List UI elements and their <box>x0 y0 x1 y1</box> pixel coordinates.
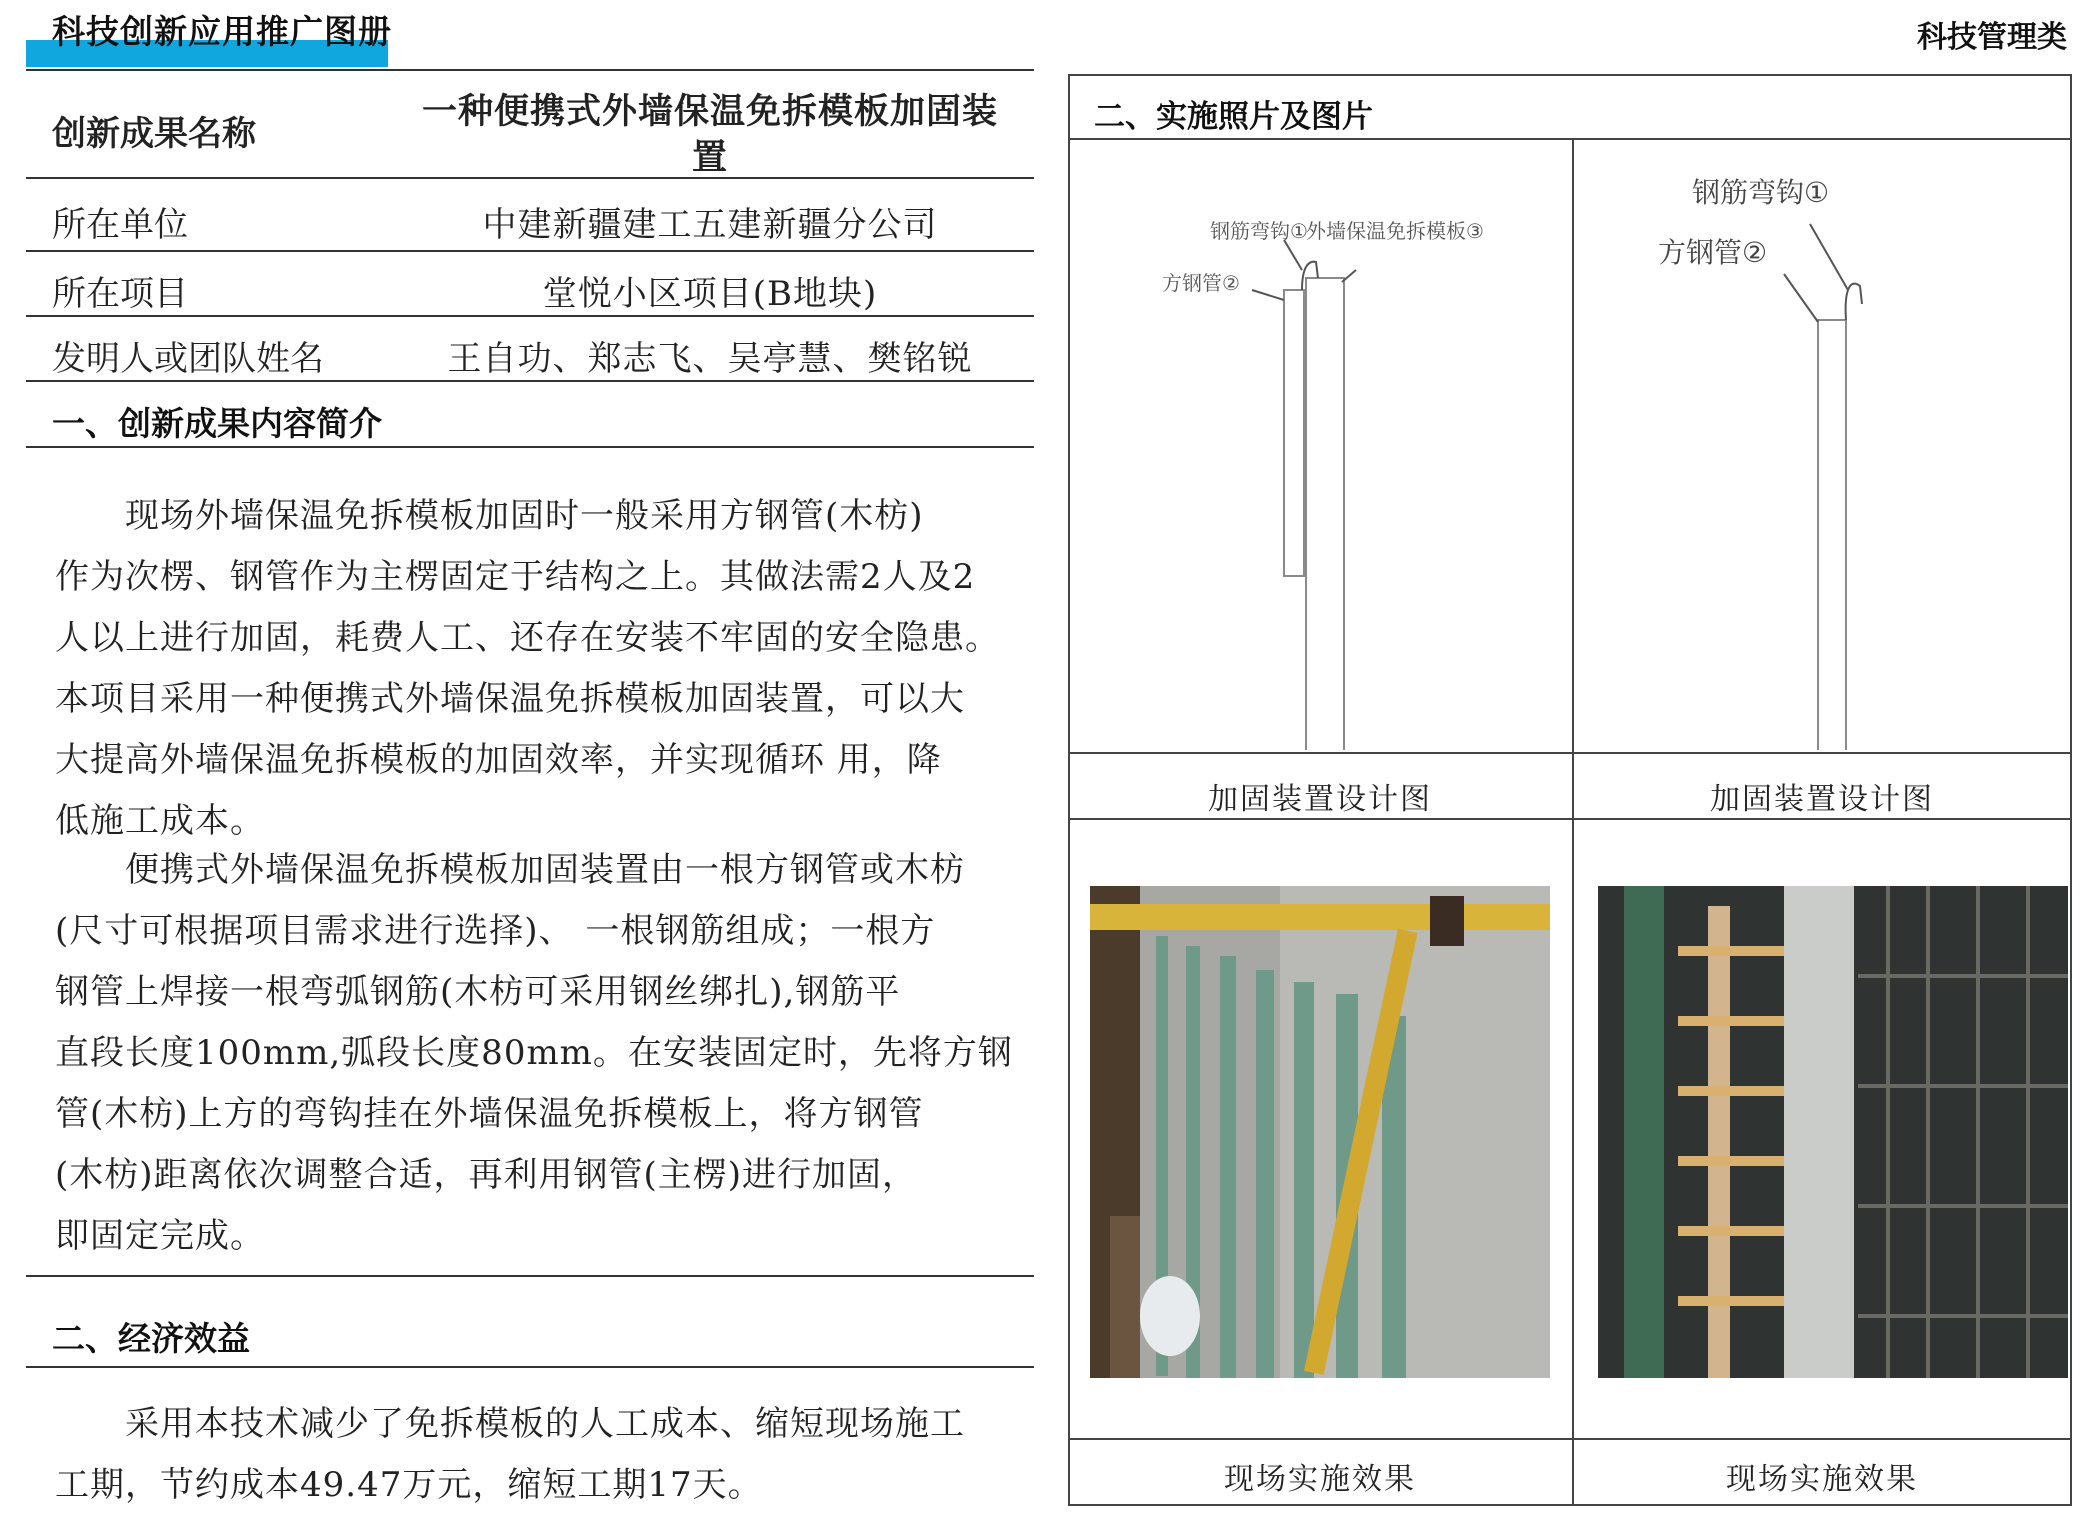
text-line: 直段长度100mm,弧段长度80mm。在安装固定时，先将方钢 <box>55 1033 1013 1073</box>
text-line: 低施工成本。 <box>55 801 265 841</box>
inventor-label: 发明人或团队姓名 <box>52 339 324 379</box>
name-value <box>390 89 1030 181</box>
leader-line <box>1284 240 1302 270</box>
text-line: 钢管上焊接一根弯弧钢筋(木枋可采用钢丝绑扎),钢筋平 <box>55 972 901 1012</box>
rule <box>26 446 1034 448</box>
caption-photo-2: 现场实施效果 <box>1726 1462 1918 1497</box>
text-line: 采用本技术减少了免拆模板的人工成本、缩短现场施工 <box>55 1404 965 1444</box>
text-line: (尺寸可根据项目需求进行选择)、 一根钢筋组成；一根方 <box>55 911 936 951</box>
diagram2-tube-label: 方钢管② <box>1658 236 1768 269</box>
rule <box>26 1366 1034 1368</box>
rule <box>26 1275 1034 1277</box>
name-value-line2: 置 <box>691 138 728 178</box>
leader-line <box>1784 274 1818 322</box>
text-line: 工期，节约成本49.47万元，缩短工期17天。 <box>55 1465 763 1505</box>
diagram1-tube-label: 方钢管② <box>1162 271 1240 295</box>
rule <box>26 380 1034 382</box>
text-line: 大提高外墙保温免拆模板的加固效率，并实现循环 用，降 <box>55 740 942 780</box>
diagram1-hook-label: 钢筋弯钩① <box>1210 219 1308 243</box>
rule <box>26 177 1034 179</box>
text-line: 现场外墙保温免拆模板加固时一般采用方钢管(木枋) <box>55 496 924 536</box>
book-title: 科技创新应用推广图册 <box>52 12 392 51</box>
rule <box>1070 752 2070 754</box>
caption-diagram-2: 加固装置设计图 <box>1710 782 1934 817</box>
section2-heading: 二、经济效益 <box>52 1319 250 1358</box>
rule <box>26 69 1034 71</box>
unit-label: 所在单位 <box>52 205 188 245</box>
project-value: 堂悦小区项目(B地块) <box>542 274 878 314</box>
text-line: 作为次楞、钢管作为主楞固定于结构之上。其做法需2人及2 <box>55 557 976 597</box>
unit-value: 中建新疆建工五建新疆分公司 <box>482 205 938 245</box>
formwork-board-shape <box>1306 278 1344 750</box>
name-value-line1: 一种便携式外墙保温免拆模板加固装 <box>421 92 998 132</box>
photos-heading: 二、实施照片及图片 <box>1094 99 1373 135</box>
text-line: 管(木枋)上方的弯钩挂在外墙保温免拆模板上，将方钢管 <box>55 1094 924 1134</box>
project-label: 所在项目 <box>52 274 188 314</box>
rule <box>1070 818 2070 820</box>
rule <box>26 315 1034 317</box>
section2-paragraph <box>55 1394 1030 1516</box>
square-tube-shape <box>1818 320 1846 750</box>
section1-paragraph2 <box>55 840 1030 1267</box>
rule <box>1070 1438 2070 1440</box>
diagram2-hook-label: 钢筋弯钩① <box>1692 176 1830 209</box>
text-line: (木枋)距离依次调整合适，再利用钢管(主楞)进行加固， <box>55 1155 918 1195</box>
name-label: 创新成果名称 <box>52 114 256 154</box>
caption-photo-1: 现场实施效果 <box>1224 1462 1416 1497</box>
diagram1-board-label: 外墙保温免拆模板③ <box>1306 219 1484 243</box>
square-tube-shape <box>1284 290 1304 576</box>
caption-diagram-1: 加固装置设计图 <box>1208 782 1432 817</box>
leader-line <box>1810 224 1848 290</box>
inventor-value: 王自功、郑志飞、吴亭慧、樊铭锐 <box>447 339 973 379</box>
leader-line <box>1342 270 1356 282</box>
text-line: 人以上进行加固，耗费人工、还存在安装不牢固的安全隐患。 <box>55 618 1000 658</box>
text-line: 即固定完成。 <box>55 1216 265 1256</box>
text-line: 本项目采用一种便携式外墙保温免拆模板加固装置，可以大 <box>55 679 965 719</box>
rule <box>26 250 1034 252</box>
leader-line <box>1252 290 1284 300</box>
section1-heading: 一、创新成果内容简介 <box>52 404 382 443</box>
photos-panel <box>1068 74 2072 1506</box>
category-label: 科技管理类 <box>1917 20 2067 55</box>
site-photo-1 <box>1090 886 1550 1378</box>
site-photo-2 <box>1598 886 2068 1378</box>
text-line: 便携式外墙保温免拆模板加固装置由一根方钢管或木枋 <box>55 850 965 890</box>
design-diagram-2 <box>1574 140 2070 750</box>
design-diagram-1 <box>1070 140 1570 750</box>
section1-paragraph1 <box>55 486 1030 852</box>
